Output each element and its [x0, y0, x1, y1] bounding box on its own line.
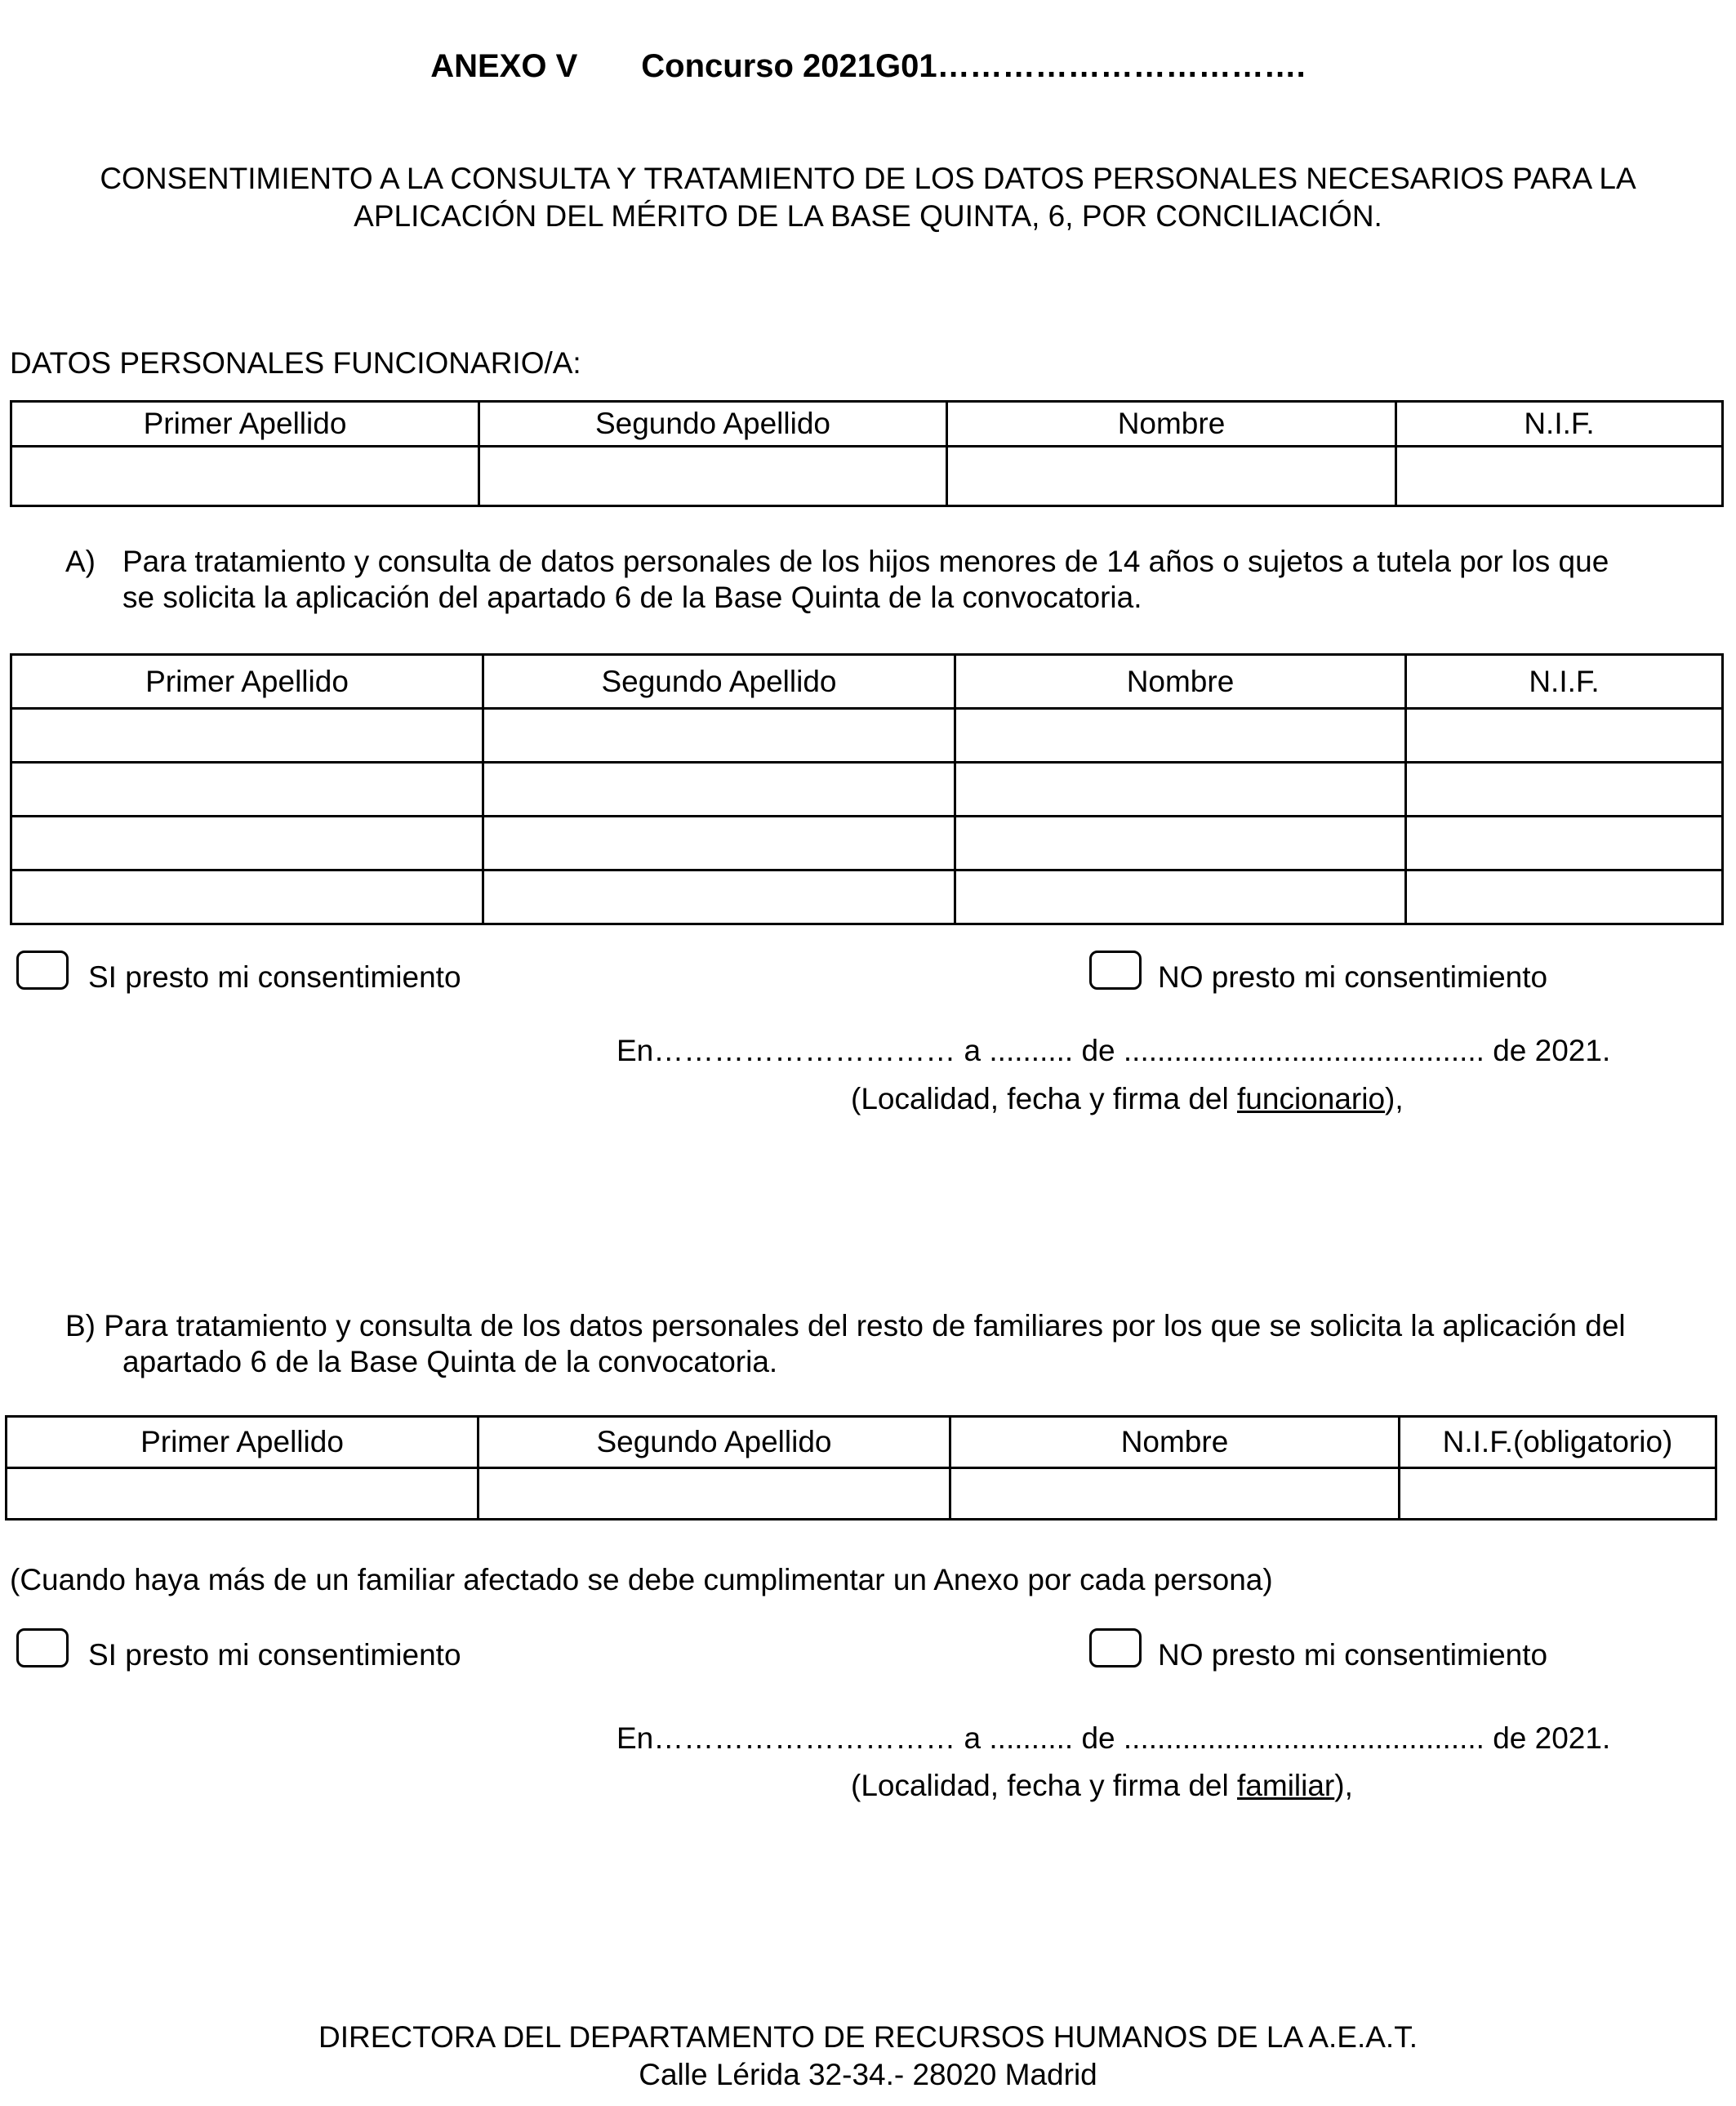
document-footer: [0, 2019, 1736, 2094]
section-b-sign-word: familiar: [1237, 1769, 1335, 1802]
section-a-marker: A): [65, 545, 96, 578]
heading-line-2: APLICACIÓN DEL MÉRITO DE LA BASE QUINTA, 6, POR CONCILIACIÓN.: [354, 199, 1382, 233]
section-b-si-label: SI presto mi consentimiento: [88, 1638, 461, 1672]
cell-segundo-apellido[interactable]: [483, 709, 955, 763]
cell-primer-apellido[interactable]: [11, 763, 483, 817]
cell-segundo-apellido[interactable]: [479, 1468, 950, 1520]
document-heading: [33, 160, 1703, 235]
anexo-label: ANEXO V: [430, 48, 578, 84]
table-header-row: [7, 1417, 1716, 1468]
section-a-si-checkbox[interactable]: [16, 951, 69, 990]
header-nombre: Nombre: [950, 1417, 1400, 1468]
section-b-no-label: NO presto mi consentimiento: [1158, 1638, 1548, 1672]
table-header-row: [11, 402, 1723, 447]
section-a-si-label: SI presto mi consentimiento: [88, 960, 461, 994]
footer-line-1: DIRECTORA DEL DEPARTAMENTO DE RECURSOS HUMANOS DE LA A.E.A.T.: [318, 2020, 1418, 2054]
cell-primer-apellido[interactable]: [11, 447, 479, 506]
section-a-sign-word: funcionario: [1237, 1082, 1386, 1115]
cell-segundo-apellido[interactable]: [483, 870, 955, 924]
section-b-line-2: apartado 6 de la Base Quinta de la convocatoria.: [122, 1345, 778, 1378]
header-primer-apellido: Primer Apellido: [11, 655, 483, 709]
header-segundo-apellido: Segundo Apellido: [479, 402, 947, 447]
section-a-no-checkbox[interactable]: [1089, 951, 1142, 990]
cell-nombre[interactable]: [947, 447, 1396, 506]
section-b-si-checkbox[interactable]: [16, 1628, 69, 1667]
concurso-label: Concurso 2021G01…………………………….: [641, 48, 1306, 84]
section-a-no-label: NO presto mi consentimiento: [1158, 960, 1548, 994]
funcionario-table: [10, 400, 1724, 507]
header-primer-apellido: Primer Apellido: [11, 402, 479, 447]
hijos-table: [10, 653, 1724, 925]
cell-nombre[interactable]: [950, 1468, 1400, 1520]
table-row: [11, 763, 1723, 817]
cell-nombre[interactable]: [955, 870, 1406, 924]
cell-primer-apellido[interactable]: [11, 709, 483, 763]
datos-personales-label: DATOS PERSONALES FUNCIONARIO/A:: [10, 346, 581, 380]
cell-segundo-apellido[interactable]: [483, 817, 955, 870]
cell-nif[interactable]: [1400, 1468, 1716, 1520]
section-b-sign-suffix: ),: [1334, 1769, 1353, 1802]
cell-segundo-apellido[interactable]: [483, 763, 955, 817]
table-header-row: [11, 655, 1723, 709]
cell-nif[interactable]: [1406, 763, 1723, 817]
section-b-paragraph: [65, 1308, 1698, 1380]
table-row: [11, 709, 1723, 763]
section-b-sign-prefix: (Localidad, fecha y firma del: [851, 1769, 1238, 1802]
header-nif: N.I.F.: [1396, 402, 1723, 447]
section-b-marker: B): [65, 1309, 96, 1342]
familiares-table: [5, 1415, 1717, 1521]
table-row: [11, 870, 1723, 924]
section-b-no-checkbox[interactable]: [1089, 1628, 1142, 1667]
footer-line-2: Calle Lérida 32-34.- 28020 Madrid: [639, 2058, 1097, 2091]
section-b-date-line: En………………………… a .......... de ........................................... de 2021.: [617, 1721, 1611, 1755]
cell-nombre[interactable]: [955, 817, 1406, 870]
section-a-line-1: Para tratamiento y consulta de datos personales de los hijos menores de 14 años o sujetos a tutela por los que: [122, 545, 1609, 578]
cell-segundo-apellido[interactable]: [479, 447, 947, 506]
section-b-note: (Cuando haya más de un familiar afectado se debe cumplimentar un Anexo por cada persona): [10, 1563, 1273, 1596]
table-row: [7, 1468, 1716, 1520]
cell-nombre[interactable]: [955, 709, 1406, 763]
header-nombre: Nombre: [955, 655, 1406, 709]
cell-nif[interactable]: [1396, 447, 1723, 506]
cell-primer-apellido[interactable]: [7, 1468, 479, 1520]
header-segundo-apellido: Segundo Apellido: [479, 1417, 950, 1468]
section-b-line-1: Para tratamiento y consulta de los datos personales del resto de familiares por los que se solicita la aplicación del: [104, 1309, 1626, 1342]
heading-line-1: CONSENTIMIENTO A LA CONSULTA Y TRATAMIENTO DE LOS DATOS PERSONALES NECESARIOS PARA LA: [100, 162, 1636, 195]
section-a-line-2: se solicita la aplicación del apartado 6 de la Base Quinta de la convocatoria.: [122, 581, 1142, 614]
section-a-paragraph: [65, 544, 1698, 616]
header-primer-apellido: Primer Apellido: [7, 1417, 479, 1468]
header-nombre: Nombre: [947, 402, 1396, 447]
section-a-sign-prefix: (Localidad, fecha y firma del: [851, 1082, 1238, 1115]
table-row: [11, 817, 1723, 870]
header-nif: N.I.F.: [1406, 655, 1723, 709]
section-b-signature-line: [851, 1769, 1353, 1804]
cell-primer-apellido[interactable]: [11, 870, 483, 924]
document-title: [0, 47, 1736, 85]
section-a-date-line: En………………………… a .......... de ........................................... de 2021.: [617, 1034, 1611, 1067]
table-row: [11, 447, 1723, 506]
header-nif: N.I.F.(obligatorio): [1400, 1417, 1716, 1468]
cell-primer-apellido[interactable]: [11, 817, 483, 870]
section-a-signature-line: [851, 1082, 1404, 1117]
cell-nombre[interactable]: [955, 763, 1406, 817]
section-a-sign-suffix: ),: [1385, 1082, 1404, 1115]
cell-nif[interactable]: [1406, 817, 1723, 870]
header-segundo-apellido: Segundo Apellido: [483, 655, 955, 709]
cell-nif[interactable]: [1406, 709, 1723, 763]
cell-nif[interactable]: [1406, 870, 1723, 924]
